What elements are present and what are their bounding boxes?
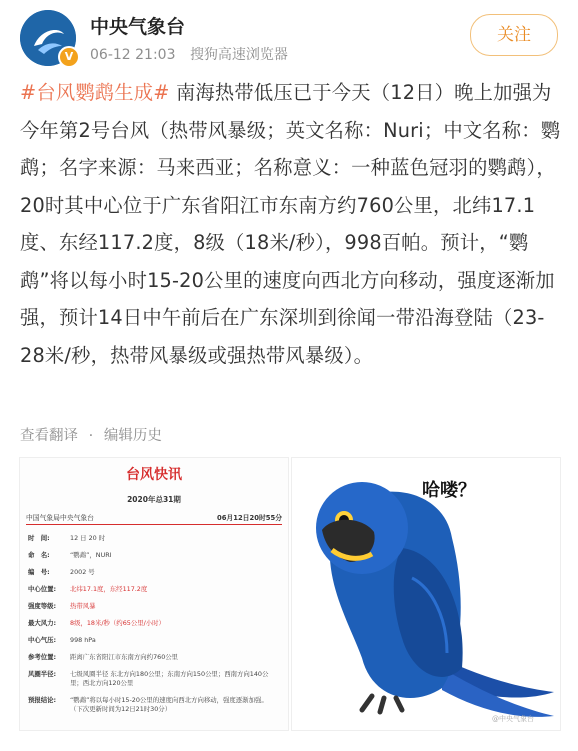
bulletin-org: 中国气象局中央气象台 <box>26 514 94 522</box>
meme-caption: 哈喽？ <box>422 480 476 501</box>
row-value: 8级，18米/秒（约65公里/小时） <box>70 619 165 627</box>
post-header <box>0 0 578 72</box>
translate-link[interactable]: 查看翻译 <box>20 428 78 444</box>
edit-history-link[interactable]: 编辑历史 <box>103 428 162 444</box>
bulletin-title: 台风快讯 <box>126 467 182 483</box>
row-value: 距离广东省阳江市东南方向约760公里 <box>70 653 179 661</box>
row-value: 北纬17.1度，东经117.2度 <box>70 585 148 593</box>
row-label: 中心位置: <box>28 585 57 593</box>
post-meta <box>90 44 298 64</box>
row-value <box>70 696 280 714</box>
row-label: 中心气压: <box>28 636 57 644</box>
topic-link[interactable]: #台风鹦鹉生成# <box>20 81 170 104</box>
bulletin-issue: 2020年总31期 <box>127 495 181 504</box>
follow-button[interactable]: 关注 <box>470 14 558 56</box>
watermark: @中央气象台 <box>492 715 534 723</box>
separator: · <box>88 428 94 444</box>
account-name[interactable]: 中央气象台 <box>90 16 186 38</box>
row-label: 命 名: <box>28 551 50 559</box>
row-label: 参考位置: <box>28 653 57 661</box>
post-source: 搜狗高速浏览器 <box>189 47 288 63</box>
row-label: 风圈半径: <box>28 670 57 678</box>
next-update-note: （下次更新时间为12日21时30分） <box>70 705 172 713</box>
bulletin-divider <box>26 524 282 525</box>
forecast-text: “鹦鹉”将以每小时15-20公里的速度向西北方向移动，强度逐渐加强。 <box>70 696 268 704</box>
post-text <box>20 74 566 374</box>
verified-badge-icon: V <box>58 46 80 68</box>
post-actions <box>20 424 162 445</box>
post-body: 南海热带低压已于今天（12日）晚上加强为今年第2号台风（热带风暴级；英文名称：Nuri；中文名称：鹦鹉；名字来源：马来西亚；名称意义：一种蓝色冠羽的鹦鹉），20时其中心位于广东省阳江市东南方约760公里，北纬17.1度、东经117.2度，8级（18米/秒），998百帕。预计，“鹦鹉”将以每小时15-20公里的速度向西北方向移动，强度逐渐加强，预计14日中午前后在广东深圳到徐闻一带沿海登陆（23-28米/秒，热带风暴级或强热带风暴级）。 <box>20 81 561 367</box>
row-label: 强度等级: <box>28 602 57 610</box>
row-label: 编 号: <box>28 568 50 576</box>
row-value: 998 hPa <box>70 636 96 644</box>
parrot-meme-image[interactable] <box>291 457 561 731</box>
row-value: 七级风圈半径 东北方向180公里；东南方向150公里；西南方向140公里；西北方向120公里 <box>70 670 269 687</box>
row-value: “鹦鹉”，NURI <box>70 551 112 559</box>
row-value: 热带风暴 <box>70 602 96 610</box>
row-label: 最大风力: <box>28 619 57 627</box>
row-label: 预报结论: <box>28 696 57 704</box>
row-value: 12 日 20 时 <box>70 534 106 542</box>
row-label: 时 间: <box>28 534 50 542</box>
row-value: 2002 号 <box>70 568 95 576</box>
post-timestamp: 06-12 21:03 <box>90 47 176 63</box>
bulletin-image[interactable] <box>19 457 289 731</box>
bulletin-time: 06月12日20时55分 <box>216 514 282 522</box>
